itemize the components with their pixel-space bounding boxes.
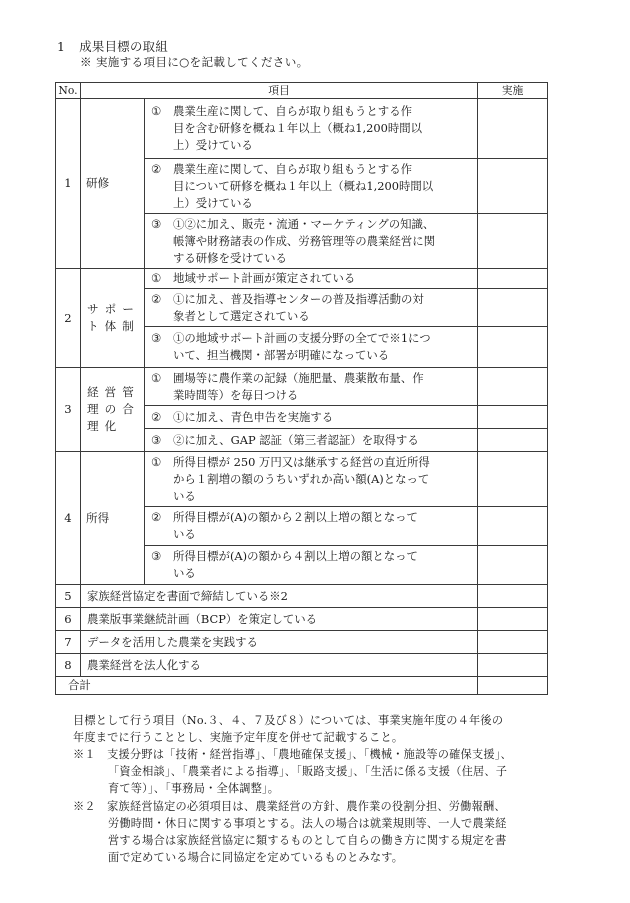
item-mark: ① <box>151 271 162 285</box>
footnote-2: ※２ 家族経営協定の必須項目は、農業経営の方針、農作業の役割分担、労働報酬、 <box>73 800 506 813</box>
done-cell[interactable] <box>478 608 548 631</box>
item-description: ③ ①の地域サポート計画の支援分野の全てで※1につ いて、担当機関・部署が明確になっている <box>145 327 478 368</box>
row-number: 4 <box>56 452 81 585</box>
section-heading <box>57 37 168 55</box>
row-number: 3 <box>56 368 81 452</box>
note-line: 営する場合は家族経営協定に類するものとして自らの働き方に関する規定を書 <box>108 834 507 847</box>
item-description: データを活用した農業を実践する <box>81 631 478 654</box>
item-mark: ③ <box>151 331 162 345</box>
note-line: 年度までに行うこととし、実施予定年度を併せて記載すること。 <box>73 731 404 744</box>
done-cell[interactable] <box>478 507 548 546</box>
table-header-row <box>56 83 548 99</box>
item-description: ① 農業生産に関して、自らが取り組もうとする作 目を含む研修を概ね１年以上（概ね1,200時間以 上）受けている <box>145 99 478 159</box>
item-description: ② 所得目標が(A)の額から２割以上増の額となって いる <box>145 507 478 546</box>
total-cell[interactable] <box>478 677 548 695</box>
done-cell[interactable] <box>478 452 548 507</box>
category-label: 経営管 理の合 理化 <box>81 368 145 452</box>
instruction-note: ※ 実施する項目に○を記載してください。 <box>80 55 309 69</box>
done-cell[interactable] <box>478 406 548 429</box>
item-mark: ③ <box>151 216 162 231</box>
item-description: 農業経営を法人化する <box>81 654 478 677</box>
table-row <box>56 585 548 608</box>
item-mark: ② <box>151 291 162 306</box>
item-description: ② ①に加え、普及指導センターの普及指導活動の対 象者として選定されている <box>145 289 478 327</box>
item-mark: ③ <box>151 432 162 447</box>
done-cell[interactable] <box>478 585 548 608</box>
item-description: ① 所得目標が 250 万円又は継承する経営の直近所得 から１割増の額のうちいずれか高い額(A)となって いる <box>145 452 478 507</box>
item-mark: ② <box>151 409 162 424</box>
item-mark: ① <box>151 454 162 469</box>
item-description: ③ ①②に加え、販売・流通・マーケティングの知識、 帳簿や財務諸表の作成、労務管理等の農業経営に関 する研修を受けている <box>145 214 478 269</box>
item-mark: ① <box>151 104 162 118</box>
item-description: ② ①に加え、青色申告を実施する <box>145 406 478 429</box>
done-cell[interactable] <box>478 654 548 677</box>
row-number: 7 <box>56 631 81 654</box>
header-no: No. <box>56 83 81 99</box>
total-row <box>56 677 548 695</box>
done-cell[interactable] <box>478 289 548 327</box>
done-cell[interactable] <box>478 214 548 269</box>
note-line: 面で定めている場合に同協定を定めているものとみなす。 <box>108 851 404 864</box>
goals-table <box>55 82 548 695</box>
table-row <box>56 631 548 654</box>
done-cell[interactable] <box>478 631 548 654</box>
done-cell[interactable] <box>478 99 548 159</box>
item-description: ① 圃場等に農作業の記録（施肥量、農薬散布量、作 業時間等）を毎日つける <box>145 368 478 406</box>
item-mark: ③ <box>151 549 162 563</box>
category-label: 所得 <box>81 452 145 585</box>
total-label: 合計 <box>56 677 478 695</box>
done-cell[interactable] <box>478 327 548 368</box>
item-mark: ② <box>151 510 162 524</box>
footnote-1: ※１ 支援分野は「技術・経営指導」、「農地確保支援」、「機械・施設等の確保支援」、 <box>73 748 512 761</box>
item-description: 農業版事業継続計画（BCP）を策定している <box>81 608 478 631</box>
done-cell[interactable] <box>478 159 548 214</box>
done-cell[interactable] <box>478 269 548 289</box>
note-line: 労働時間・休日に関する事項とする。法人の場合は就業規則等、一人で農業経 <box>108 817 507 830</box>
category-label: サポー ト体制 <box>81 269 145 368</box>
done-cell[interactable] <box>478 368 548 406</box>
item-mark: ① <box>151 370 162 385</box>
item-description: ③ ②に加え、GAP 認証（第三者認証）を取得する <box>145 429 478 452</box>
item-description: ② 農業生産に関して、自らが取り組もうとする作 目について研修を概ね１年以上（概ね1,200時間以 上）受けている <box>145 159 478 214</box>
section-number: 1 <box>57 39 66 54</box>
note-line: 育て等）」、「事務局・全体調整」。 <box>108 782 280 795</box>
row-number: 1 <box>56 99 81 269</box>
header-done: 実施 <box>478 83 548 99</box>
table-row <box>56 269 548 289</box>
done-cell[interactable] <box>478 429 548 452</box>
item-description: ③ 所得目標が(A)の額から４割以上増の額となって いる <box>145 546 478 585</box>
table-row <box>56 452 548 507</box>
table-row <box>56 368 548 406</box>
item-description: ① 地域サポート計画が策定されている <box>145 269 478 289</box>
item-description: 家族経営協定を書面で締結している※2 <box>81 585 478 608</box>
row-number: 2 <box>56 269 81 368</box>
section-title: 成果目標の取組 <box>79 39 169 54</box>
table-row <box>56 654 548 677</box>
row-number: 6 <box>56 608 81 631</box>
note-line: 目標として行う項目（No.３、４、７及び８）については、事業実施年度の４年後の <box>73 714 504 727</box>
category-label: 研修 <box>81 99 145 269</box>
table-row <box>56 99 548 159</box>
table-row <box>56 608 548 631</box>
row-number: 5 <box>56 585 81 608</box>
header-item: 項目 <box>81 83 478 99</box>
row-number: 8 <box>56 654 81 677</box>
done-cell[interactable] <box>478 546 548 585</box>
item-mark: ② <box>151 161 162 176</box>
note-line: 「資金相談」、「農業者による指導」、「販路支援」、「生活に係る支援（住居、子 <box>108 765 508 778</box>
